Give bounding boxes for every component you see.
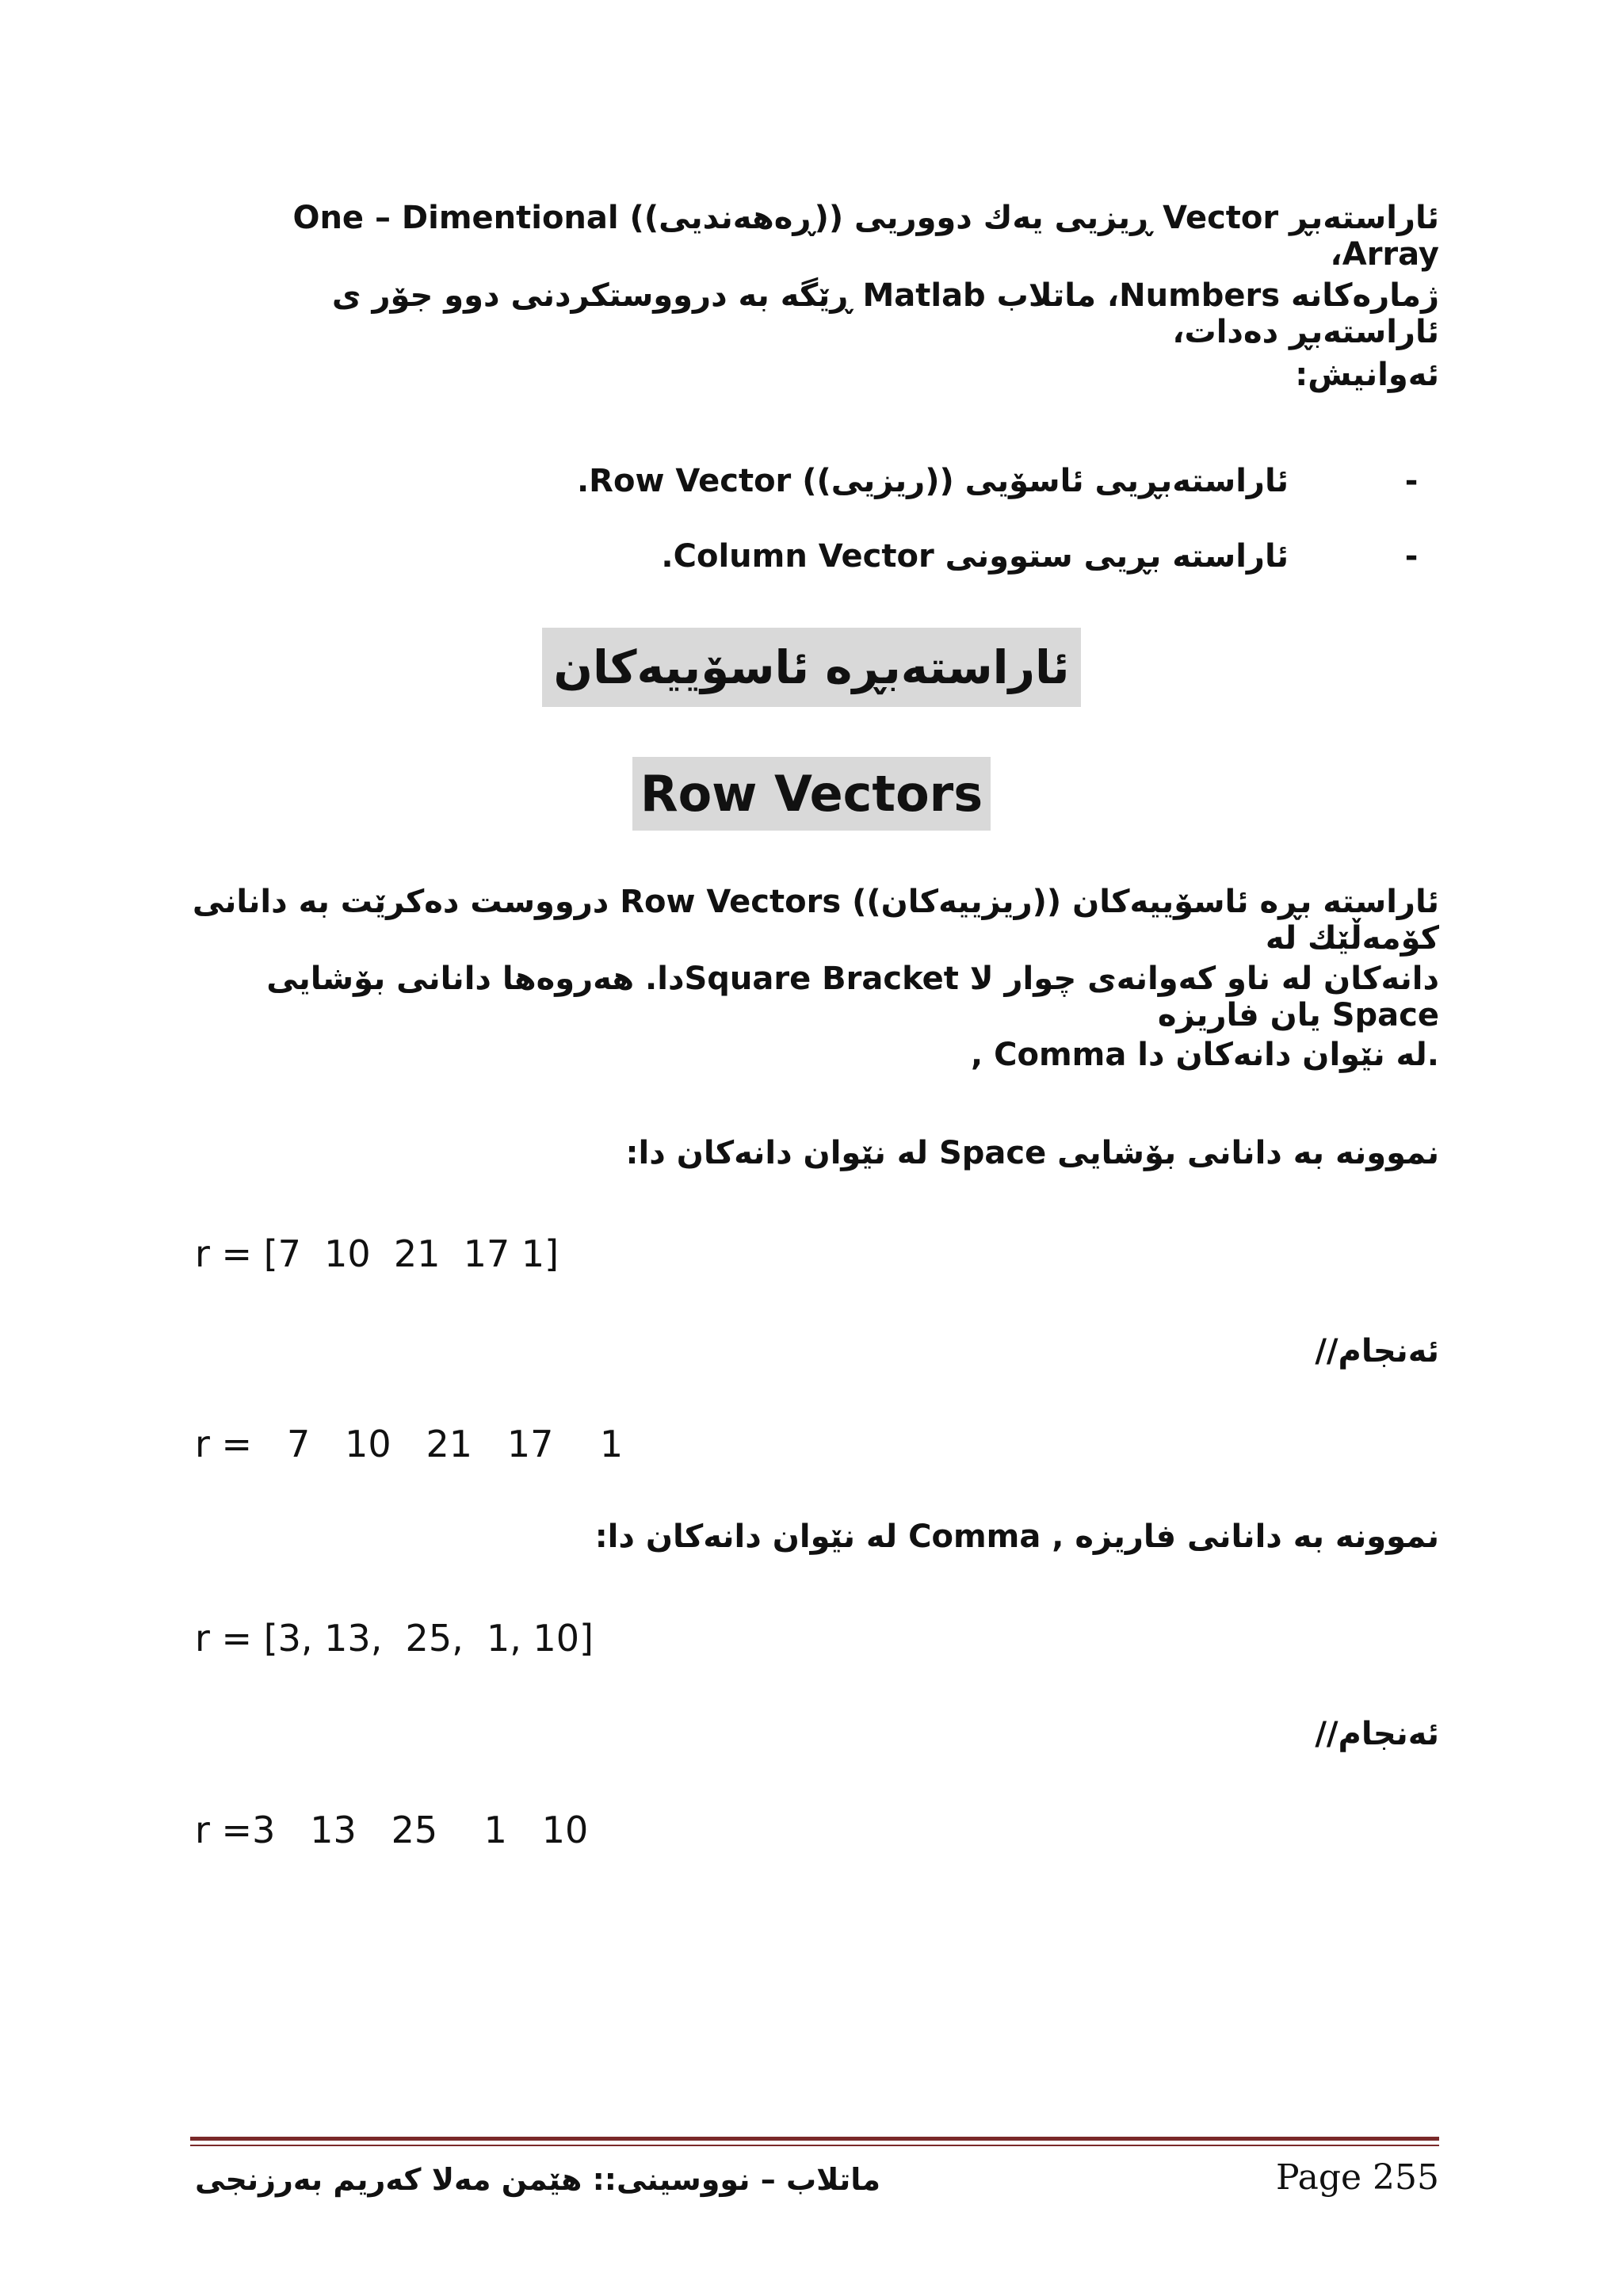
example-2-caption: نموونە بە دانانی فاریزە , Comma لە نێوان دانەكان دا: [594, 1519, 1439, 1555]
example-1-code: r = [7 10 21 17 1] [195, 1232, 559, 1275]
heading-english-text: Row Vectors [632, 757, 991, 831]
example-2-result: r =3 13 25 1 10 [195, 1809, 589, 1851]
example-2-result-label: ئەنجام// [1315, 1716, 1439, 1752]
intro-line-1: ئاراستەبڕ Vector ڕیزیی یەك دووریی ((ڕەهەندیی)) One – Dimentional Array، [292, 200, 1439, 273]
vector-type-list [187, 444, 1439, 594]
section-heading-english [0, 757, 1623, 831]
example-1-caption: نموونە بە دانانی بۆشایی Space لە نێوان دانەكان دا: [625, 1135, 1439, 1171]
example-1-result-label: ئەنجام// [1315, 1333, 1439, 1370]
intro-line-3: ئەوانیش: [1295, 357, 1439, 393]
intro-line-2: ژمارەكانە Numbers، ماتلاب Matlab ڕێگە بە درووستكردنی دوو جۆر ی ئاراستەبڕ دەدات، [331, 277, 1439, 350]
list-item-text: ئاراستەبڕیی ئاسۆیی ((ریزیی)) Row Vector. [576, 463, 1289, 499]
bullet-dash: - [1404, 463, 1419, 499]
page-number: Page 255 [1275, 2157, 1439, 2198]
heading-kurdish-text: ئاراستەبڕە ئاسۆییەكان [542, 628, 1080, 707]
description-line-1: ئاراستە بڕە ئاسۆییەكان ((ریزییەكان)) Row Vectors درووست دەكرێت بە دانانی كۆمەڵێك لە [192, 884, 1439, 957]
bullet-dash: - [1404, 538, 1419, 575]
list-item [187, 444, 1439, 519]
footer-author: ماتلاب – نووسینی:: هێمن مەلا كەریم بەرزنجی [195, 2162, 881, 2197]
footer-rule-thin [190, 2145, 1439, 2146]
list-item [187, 519, 1439, 594]
footer-rule-thick [190, 2137, 1439, 2141]
example-1-result: r = 7 10 21 17 1 [195, 1423, 624, 1465]
list-item-text: ئاراستە بڕیی ستوونی Column Vector. [661, 538, 1289, 575]
section-heading-kurdish [0, 628, 1623, 707]
example-2-code: r = [3, 13, 25, 1, 10] [195, 1617, 594, 1660]
description-line-3: , Comma لە نێوان دانەكان دا. [971, 1037, 1439, 1073]
description-line-2: دانەكان لە ناو كەوانەی چوار لا Square Bracketدا. هەروەها دانانی بۆشایی Space یان فاریزە [266, 961, 1439, 1033]
